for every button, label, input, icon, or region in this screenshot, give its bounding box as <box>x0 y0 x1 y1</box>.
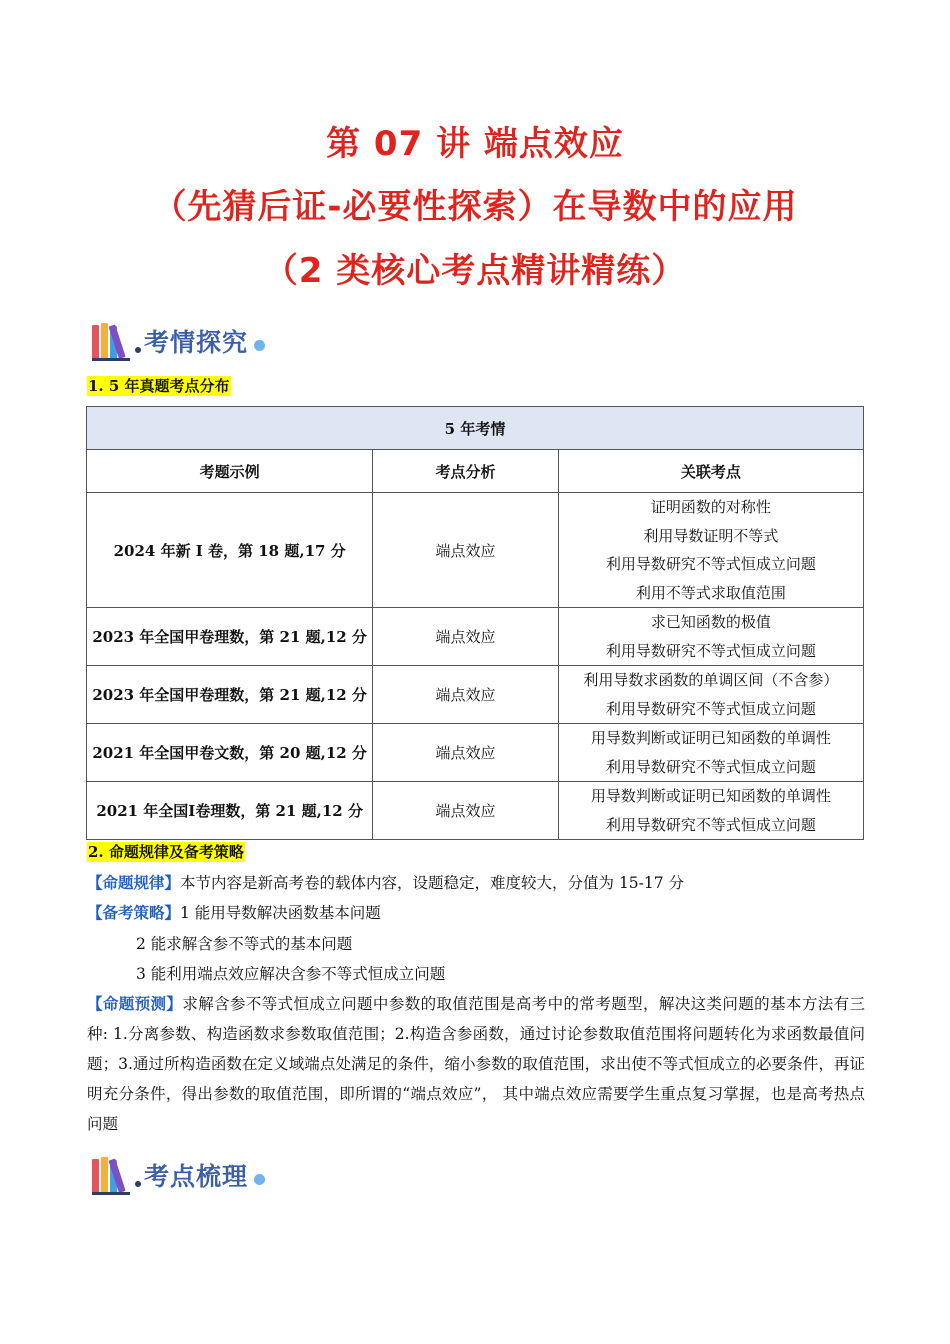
related-point: 利用导数求函数的单调区间（不含参） <box>583 671 839 689</box>
predict-text: 求解含参不等式恒成立问题中参数的取值范围是高考中的常考题型，解决这类问题的基本方法有三种: 1.分离参数、构造函数求参数取值范围；2.构造含参函数，通过讨论参数取值范围将问题转化为求函数最值问题；3.通过所构造函数在定义域端点处满足的条件，缩小参数的取值范围，求出使不等式恒成立的必要条件，再证明充分条件，得出参数的取值范围，即所谓的“端点效应”， 其中端点效应需要学生重点复习掌握，也是高考热点问题 <box>87 995 865 1133</box>
rule-paragraph <box>87 868 865 898</box>
column-header: 关联考点 <box>558 450 863 493</box>
title-line-3: （2 类核心考点精讲精练） <box>263 251 687 291</box>
heading-strategy: 2. 命题规律及备考策略 <box>88 843 244 861</box>
section-title: 考情探究 <box>144 328 249 357</box>
related-point: 利用导数研究不等式恒成立问题 <box>605 699 816 718</box>
related-points <box>558 782 863 840</box>
rule-tag: 【命题规律】 <box>87 873 181 892</box>
exam-example: 2023 年全国甲卷理数，第 21 题,12 分 <box>87 608 373 666</box>
exam-example: 2021 年全国Ⅰ卷理数，第 21 题,12 分 <box>87 782 373 840</box>
section-header-kaodian <box>92 1152 265 1198</box>
related-point: 利用导数研究不等式恒成立问题 <box>605 555 816 573</box>
prep-tag: 【备考策略】 <box>87 903 181 922</box>
column-header: 考点分析 <box>373 450 559 493</box>
prep-paragraph <box>87 898 865 928</box>
table-caption: 5 年考情 <box>87 407 864 450</box>
related-point: 利用导数研究不等式恒成立问题 <box>605 815 816 834</box>
books-icon <box>92 321 132 361</box>
bullet-dot-icon <box>254 340 265 351</box>
exam-example: 2024 年新 I 卷，第 18 题,17 分 <box>87 493 373 608</box>
section-header-kaoqing <box>92 318 265 364</box>
predict-tag: 【命题预测】 <box>87 994 183 1013</box>
related-point: 证明函数的对称性 <box>650 498 771 516</box>
exam-analysis: 端点效应 <box>373 493 559 608</box>
exam-analysis: 端点效应 <box>373 782 559 840</box>
table-row <box>87 782 864 840</box>
related-points <box>558 666 863 724</box>
exam-example: 2023 年全国甲卷理数，第 21 题,12 分 <box>87 666 373 724</box>
table-row <box>87 666 864 724</box>
exam-distribution-table <box>86 406 864 840</box>
related-point: 用导数判断或证明已知函数的单调性 <box>590 787 831 805</box>
exam-analysis: 端点效应 <box>373 666 559 724</box>
exam-analysis: 端点效应 <box>373 608 559 666</box>
predict-paragraph <box>87 989 865 1139</box>
exam-example: 2021 年全国甲卷文数，第 20 题,12 分 <box>87 724 373 782</box>
table-row <box>87 724 864 782</box>
table-row <box>87 493 864 608</box>
rule-text: 本节内容是新高考卷的载体内容，设题稳定，难度较大，分值为 15-17 分 <box>180 874 685 892</box>
related-point: 利用导数证明不等式 <box>643 526 779 545</box>
column-header: 考题示例 <box>87 450 373 493</box>
related-point: 利用不等式求取值范围 <box>635 583 786 602</box>
table-row <box>87 608 864 666</box>
title-line-1: 第 07 讲 端点效应 <box>326 124 624 164</box>
books-icon <box>92 1155 132 1195</box>
heading-5yr-distribution: 1. 5 年真题考点分布 <box>88 377 230 395</box>
related-point: 利用导数研究不等式恒成立问题 <box>605 641 816 660</box>
related-point: 求已知函数的极值 <box>650 613 771 631</box>
related-point: 用导数判断或证明已知函数的单调性 <box>590 729 831 747</box>
bullet-dot-icon <box>254 1174 265 1185</box>
prep-item: 3 能利用端点效应解决含参不等式恒成立问题 <box>136 965 446 983</box>
related-points <box>558 608 863 666</box>
related-points <box>558 724 863 782</box>
prep-item: 2 能求解含参不等式的基本问题 <box>136 935 353 953</box>
section-title: 考点梳理 <box>144 1162 249 1191</box>
exam-analysis: 端点效应 <box>373 724 559 782</box>
related-point: 利用导数研究不等式恒成立问题 <box>605 757 816 776</box>
related-points <box>558 493 863 608</box>
prep-item: 1 能用导数解决函数基本问题 <box>180 904 381 922</box>
title-line-2: （先猜后证-必要性探索）在导数中的应用 <box>152 187 798 227</box>
